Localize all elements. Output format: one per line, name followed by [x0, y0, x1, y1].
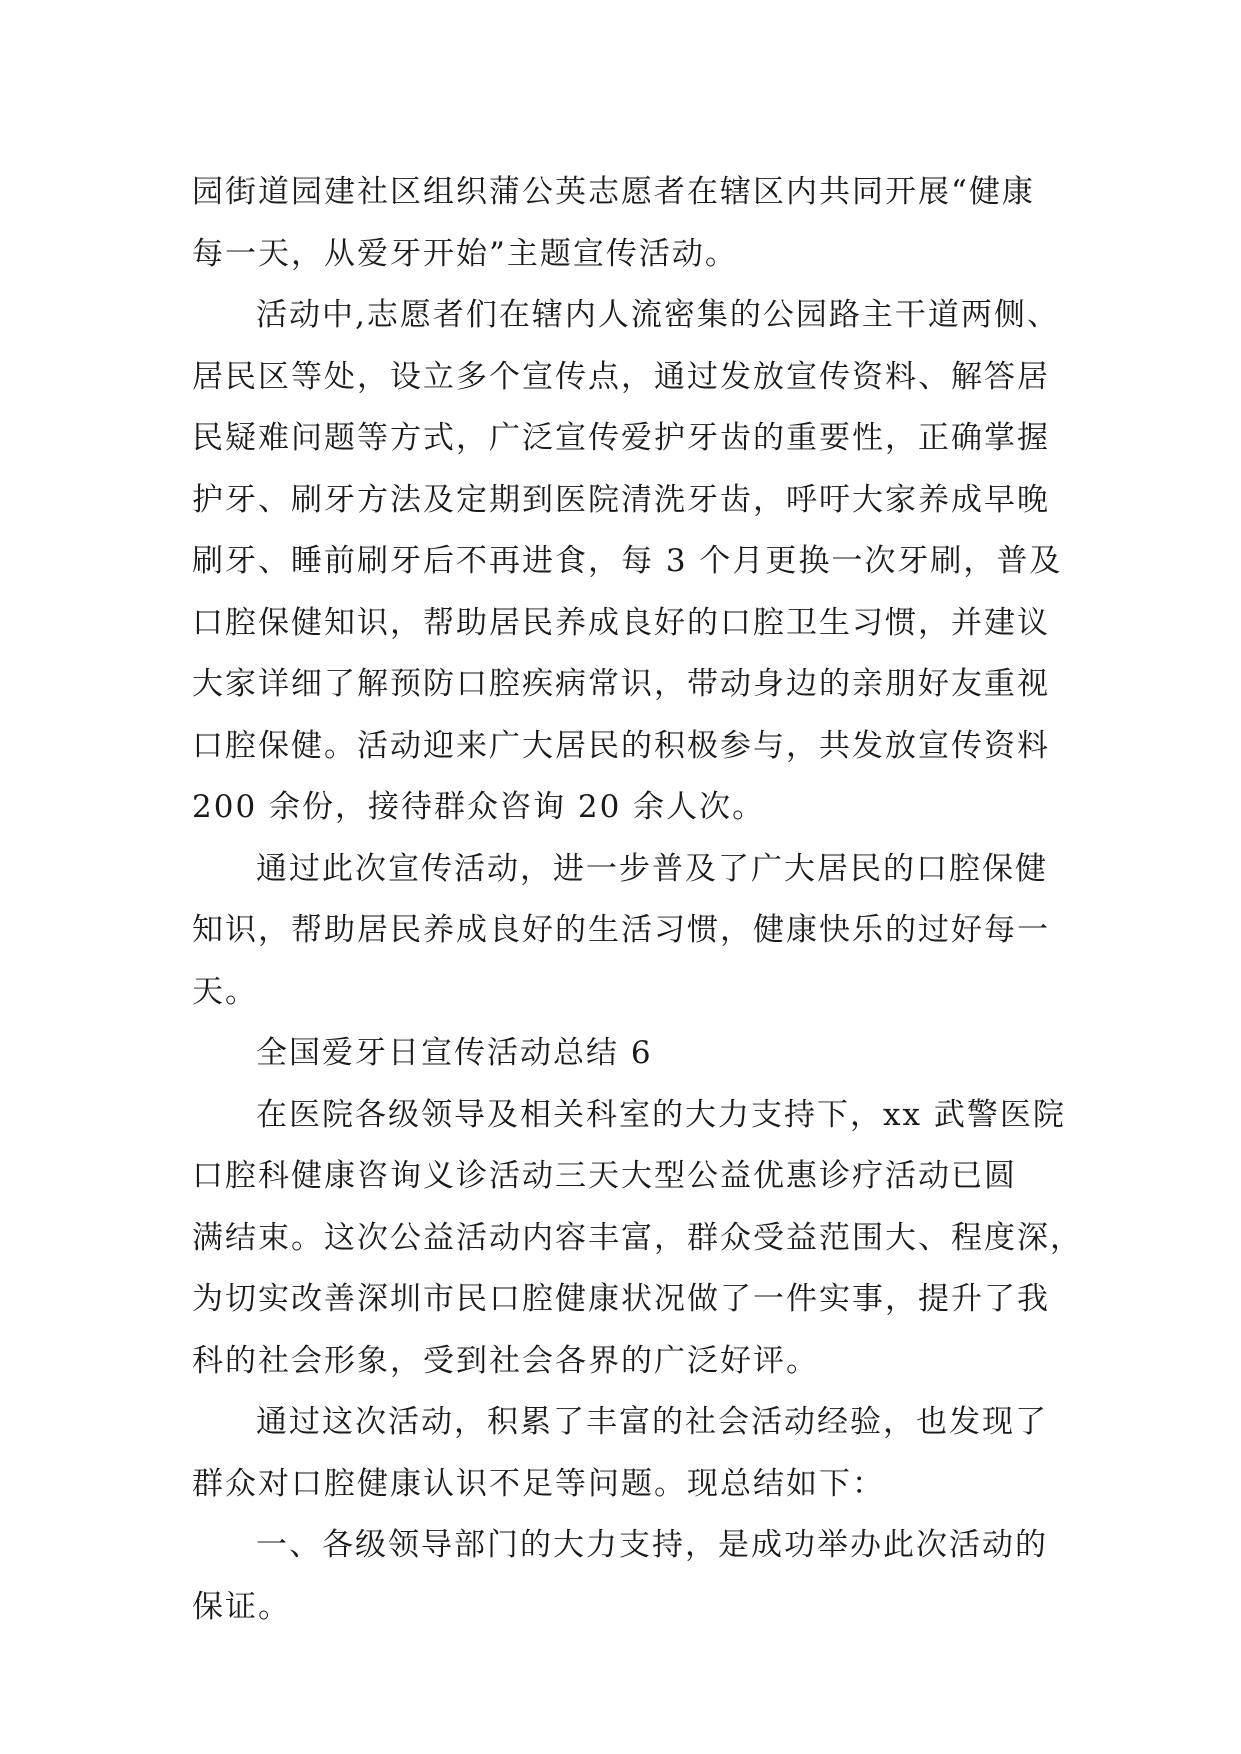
text-line: 刷牙、睡前刷牙后不再进食，每 3 个月更换一次牙刷，普及 [192, 543, 1063, 579]
document-body [192, 162, 1092, 1638]
text-line: 民疑难问题等方式，广泛宣传爱护牙齿的重要性，正确掌握 [192, 420, 1050, 456]
section-heading: 全国爱牙日宣传活动总结 6 [256, 1035, 653, 1071]
text-line: 护牙、刷牙方法及定期到医院清洗牙齿，呼吁大家养成早晚 [192, 481, 1050, 518]
text-line: 满结束。这次公益活动内容丰富，群众受益范围大、程度深， [192, 1219, 1083, 1256]
text-line: 居民区等处，设立多个宣传点，通过发放宣传资料、解答居 [192, 358, 1050, 395]
text-line: 群众对口腔健康认识不足等问题。现总结如下： [192, 1465, 885, 1502]
text-line: 大家详细了解预防口腔疾病常识，带动身边的亲朋好友重视 [192, 666, 1050, 702]
paragraph-start: 通过这次活动，积累了丰富的社会活动经验，也发现了 [256, 1404, 1048, 1440]
text-line: 口腔科健康咨询义诊活动三天大型公益优惠诊疗活动已圆 [192, 1158, 1017, 1194]
text-line: 知识，帮助居民养成良好的生活习惯，健康快乐的过好每一 [192, 912, 1050, 948]
text-line: 口腔保健。活动迎来广大居民的积极参与，共发放宣传资料 [192, 727, 1050, 764]
paragraph-start: 通过此次宣传活动，进一步普及了广大居民的口腔保健 [256, 850, 1048, 887]
text-line: 保证。 [192, 1588, 291, 1625]
text-line: 园街道园建社区组织蒲公英志愿者在辖区内共同开展“健康 [192, 174, 1035, 210]
paragraph-start: 活动中,志愿者们在辖内人流密集的公园路主干道两侧、 [256, 297, 1060, 333]
paragraph-start: 在医院各级领导及相关科室的大力支持下，xx 武警医院 [256, 1096, 1066, 1133]
text-line: 口腔保健知识，帮助居民养成良好的口腔卫生习惯，并建议 [192, 604, 1050, 641]
text-line: 天。 [192, 973, 258, 1010]
text-line: 每一天，从爱牙开始”主题宣传活动。 [192, 235, 738, 272]
text-line: 200 余份，接待群众咨询 20 余人次。 [192, 789, 766, 825]
text-line: 科的社会形象，受到社会各界的广泛好评。 [192, 1342, 819, 1379]
text-line: 为切实改善深圳市民口腔健康状况做了一件实事，提升了我 [192, 1281, 1050, 1317]
paragraph-start: 一、各级领导部门的大力支持，是成功举办此次活动的 [256, 1527, 1048, 1563]
